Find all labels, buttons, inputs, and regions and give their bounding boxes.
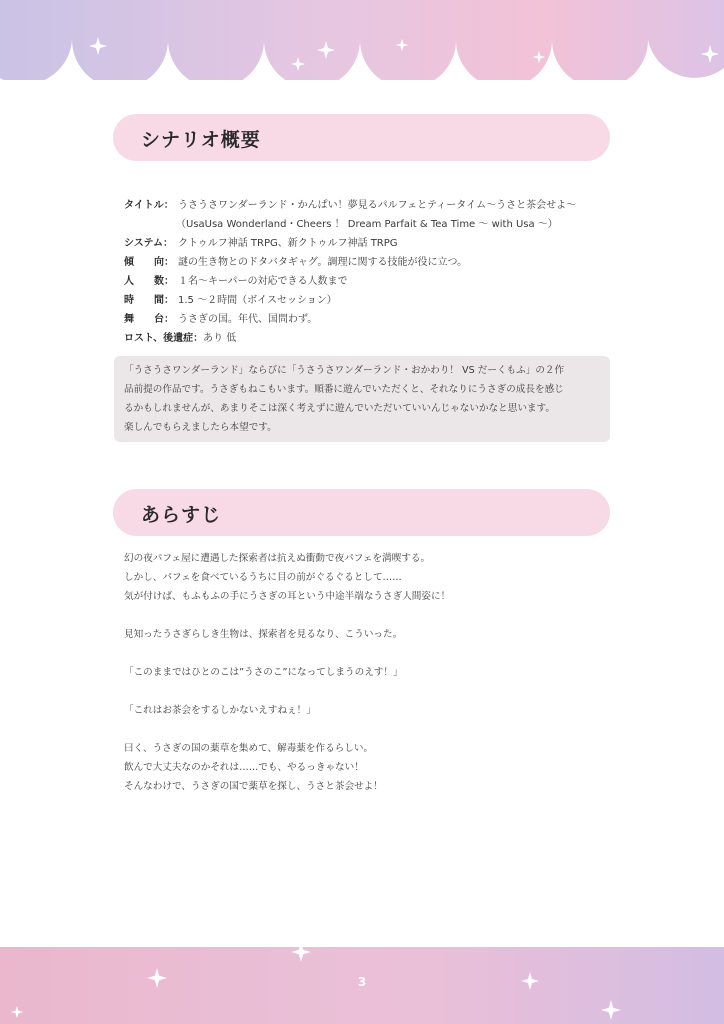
info-row-stage xyxy=(124,310,576,329)
synopsis-line: 飲んで大丈夫なのかそれは……でも、やるっきゃない！ xyxy=(124,762,364,773)
synopsis-body xyxy=(124,549,604,796)
sparkle-icon xyxy=(88,36,108,56)
synopsis-line: しかし、パフェを食べているうちに目の前がぐるぐるとして…… xyxy=(124,572,402,583)
sparkle-icon xyxy=(290,941,312,963)
sparkle-icon xyxy=(290,56,306,72)
scenario-info xyxy=(124,196,576,348)
synopsis-line: 曰く、うさぎの国の薬草を集めて、解毒薬を作るらしい。 xyxy=(124,743,374,754)
info-row-players xyxy=(124,272,576,291)
sparkle-icon xyxy=(395,38,409,52)
info-value: あり 低 xyxy=(203,333,237,344)
sparkle-icon xyxy=(10,1005,24,1019)
info-value: １名～キーパーの対応できる人数まで xyxy=(178,276,348,287)
note-line: るかもしれませんが、あまりそこは深く考えずに遊んでいただいていいんじゃないかなと思います。 xyxy=(124,403,555,414)
synopsis-line: 「これはお茶会をするしかないえすねぇ！」 xyxy=(124,705,316,716)
scalloped-edge xyxy=(0,38,724,80)
sparkle-icon xyxy=(532,50,546,64)
top-decorative-band xyxy=(0,0,724,80)
synopsis-line: そんなわけで、うさぎの国で薬草を探し、うさと茶会せよ！ xyxy=(124,781,383,792)
synopsis-header xyxy=(113,489,610,536)
sparkle-icon xyxy=(700,44,720,64)
info-row-lost xyxy=(124,329,576,348)
page-number: 3 xyxy=(357,975,367,989)
info-value: クトゥルフ神話 TRPG、新クトゥルフ神話 TRPG xyxy=(178,238,398,249)
note-box xyxy=(114,356,610,442)
sparkle-icon xyxy=(600,999,622,1021)
info-label: システム： xyxy=(124,238,173,249)
info-value: 1.5 ～２時間（ボイスセッション） xyxy=(178,295,337,306)
synopsis-line: 見知ったうさぎらしき生物は、探索者を見るなり、こういった。 xyxy=(124,629,403,640)
info-label: タイトル： xyxy=(124,200,174,211)
info-label: ロスト、後遺症： xyxy=(124,333,204,344)
info-row-time xyxy=(124,291,576,310)
synopsis-spacer xyxy=(124,720,604,739)
info-value: 謎の生き物とのドタバタギャグ。調理に関する技能が役に立つ。 xyxy=(178,257,468,268)
note-text xyxy=(124,361,604,437)
synopsis-spacer xyxy=(124,644,604,663)
note-line: 「うさうさワンダーランド」ならびに「うさうさワンダーランド・おかわり！ VS だーくもふ」の２作 xyxy=(124,365,565,376)
info-value: うさぎの国。年代、国問わず。 xyxy=(178,314,318,325)
note-line: 楽しんでもらえましたら本望です。 xyxy=(124,422,277,433)
info-label: 傾 向： xyxy=(124,257,174,268)
info-value: うさうさワンダーランド・かんぱい！夢見るパルフェとティータイム～うさと茶会せよ～ xyxy=(178,200,577,211)
info-value: （UsaUsa Wonderland・Cheers ！ Dream Parfait & Tea Time ～ with Usa ～） xyxy=(176,219,558,230)
scenario-overview-header xyxy=(113,114,610,161)
synopsis-spacer xyxy=(124,606,604,625)
section-title: シナリオ概要 xyxy=(141,129,261,151)
note-line: 品前提の作品です。うさぎもねこもいます。順番に遊んでいただくと、それなりにうさぎの成長を感じ xyxy=(124,384,564,395)
info-row-system xyxy=(124,234,576,253)
synopsis-line: 幻の夜パフェ屋に遭遇した探索者は抗えぬ衝動で夜パフェを満喫する。 xyxy=(124,553,431,564)
info-row-title xyxy=(124,196,576,215)
synopsis-spacer xyxy=(124,682,604,701)
section-title: あらすじ xyxy=(141,504,222,526)
info-label: 人 数： xyxy=(124,276,174,287)
sparkle-icon xyxy=(316,40,336,60)
info-label: 舞 台： xyxy=(124,314,174,325)
info-row-title-sub xyxy=(124,215,576,234)
synopsis-line: 気が付けば、もふもふの手にうさぎの耳という中途半端なうさぎ人間姿に！ xyxy=(124,591,451,602)
synopsis-line: 「このままではひとのこは”うさのこ”になってしまうのえす！」 xyxy=(124,667,403,678)
info-label: 時 間： xyxy=(124,295,174,306)
info-row-tendency xyxy=(124,253,576,272)
